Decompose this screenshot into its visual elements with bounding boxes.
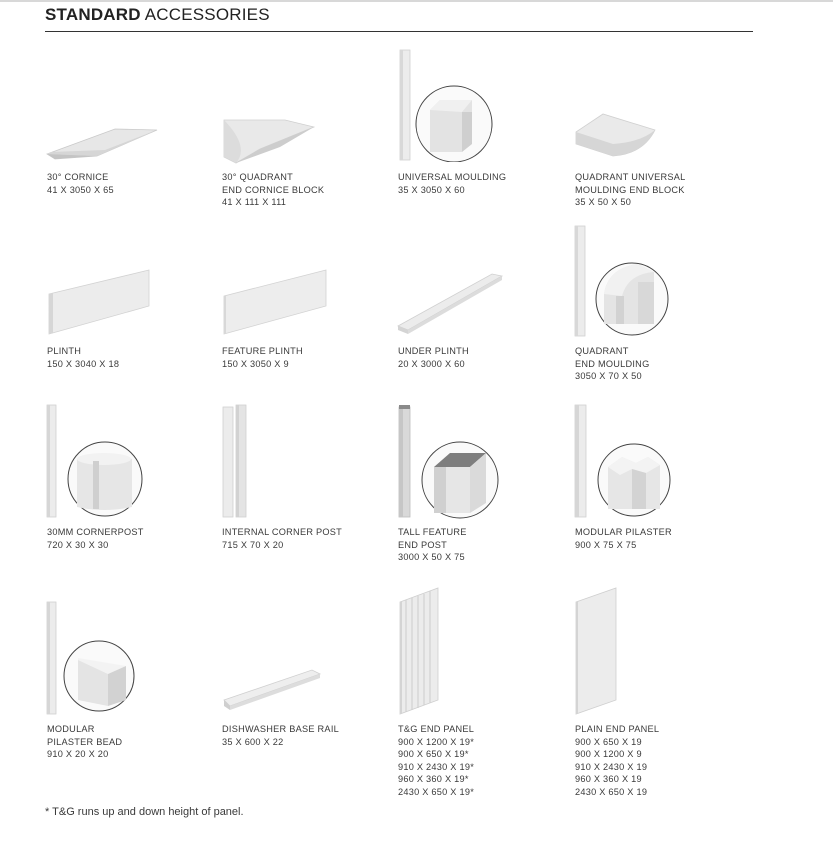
item-label	[47, 723, 122, 761]
item-size: 900 X 1200 X 19*	[398, 736, 475, 747]
item-label	[398, 723, 474, 799]
item-name: PLAIN END PANEL	[575, 724, 660, 734]
item-label	[222, 345, 303, 370]
item-name: END POST	[398, 539, 447, 550]
item-name: END MOULDING	[575, 358, 650, 369]
item-size: 3050 X 70 X 50	[575, 371, 642, 382]
item-name: MODULAR	[47, 724, 95, 734]
item-name: MODULAR PILASTER	[575, 527, 672, 537]
item-name: PLINTH	[47, 346, 82, 356]
item-size: 35 X 3050 X 60	[398, 184, 465, 195]
item-size: 910 X 2430 X 19*	[398, 761, 475, 772]
item-size: 35 X 600 X 22	[222, 736, 284, 747]
item-label	[575, 171, 686, 209]
item-label	[222, 723, 339, 748]
item-size: 900 X 75 X 75	[575, 539, 637, 550]
item-label	[222, 526, 342, 551]
feature-plinth-icon	[220, 268, 330, 343]
dishwasher-base-rail-icon	[220, 666, 324, 719]
item-label	[47, 171, 114, 196]
plinth-icon	[45, 268, 155, 343]
item-name: UNIVERSAL MOULDING	[398, 172, 507, 182]
title-divider	[45, 31, 753, 32]
tall-feature-end-post-icon	[396, 403, 500, 524]
page-title	[45, 5, 270, 25]
plain-end-panel-icon	[572, 586, 620, 721]
tg-end-panel-icon	[396, 586, 444, 721]
universal-moulding-icon	[396, 48, 496, 167]
item-size: 910 X 20 X 20	[47, 749, 109, 760]
item-size: 720 X 30 X 30	[47, 539, 109, 550]
page-title-bold: STANDARD	[45, 5, 141, 24]
item-size: 960 X 360 X 19	[575, 774, 642, 785]
item-label	[575, 345, 649, 383]
item-label	[47, 345, 119, 370]
quadrant-end-moulding-icon	[572, 224, 672, 343]
item-size: 715 X 70 X 20	[222, 539, 284, 550]
item-name: FEATURE PLINTH	[222, 346, 303, 356]
item-name: INTERNAL CORNER POST	[222, 527, 343, 537]
item-label	[575, 723, 659, 799]
top-border	[0, 0, 833, 2]
footnote: * T&G runs up and down height of panel.	[45, 806, 244, 818]
item-label	[222, 171, 324, 209]
item-name: END CORNICE BLOCK	[222, 184, 325, 195]
item-size: 960 X 360 X 19*	[398, 774, 469, 785]
item-name: 30MM CORNERPOST	[47, 527, 144, 537]
under-plinth-icon	[396, 270, 506, 341]
item-size: 900 X 650 X 19	[575, 736, 642, 747]
item-name: 30° QUADRANT	[222, 172, 294, 182]
item-size: 150 X 3050 X 9	[222, 358, 289, 369]
item-size: 2430 X 650 X 19*	[398, 786, 475, 797]
quadrant-universal-moulding-end-block-icon	[573, 108, 659, 169]
internal-corner-post-icon	[220, 403, 252, 524]
page-title-rest: ACCESSORIES	[144, 5, 270, 24]
item-size: 3000 X 50 X 75	[398, 552, 465, 563]
item-label	[398, 345, 469, 370]
item-name: T&G END PANEL	[398, 724, 475, 734]
item-size: 41 X 3050 X 65	[47, 184, 114, 195]
modular-pilaster-bead-icon	[44, 600, 140, 721]
item-size: 900 X 1200 X 9	[575, 749, 642, 760]
item-size: 910 X 2430 X 19	[575, 761, 648, 772]
item-name: DISHWASHER BASE RAIL	[222, 724, 339, 734]
item-size: 900 X 650 X 19*	[398, 749, 469, 760]
item-size: 41 X 111 X 111	[222, 197, 287, 208]
cornerpost-icon	[44, 403, 148, 524]
item-name: PILASTER BEAD	[47, 736, 123, 747]
item-label	[398, 526, 467, 564]
item-label	[575, 526, 672, 551]
modular-pilaster-icon	[572, 403, 676, 524]
quadrant-end-cornice-block-icon	[220, 117, 315, 170]
item-name: QUADRANT UNIVERSAL	[575, 172, 686, 182]
cornice-icon	[45, 126, 160, 169]
item-size: 20 X 3000 X 60	[398, 358, 465, 369]
item-name: 30° CORNICE	[47, 172, 109, 182]
item-name: UNDER PLINTH	[398, 346, 469, 356]
item-name: QUADRANT	[575, 346, 629, 356]
item-label	[398, 171, 506, 196]
item-label	[47, 526, 144, 551]
item-size: 150 X 3040 X 18	[47, 358, 120, 369]
item-name: TALL FEATURE	[398, 527, 467, 537]
item-size: 2430 X 650 X 19	[575, 786, 648, 797]
item-size: 35 X 50 X 50	[575, 197, 632, 208]
item-name: MOULDING END BLOCK	[575, 184, 685, 195]
